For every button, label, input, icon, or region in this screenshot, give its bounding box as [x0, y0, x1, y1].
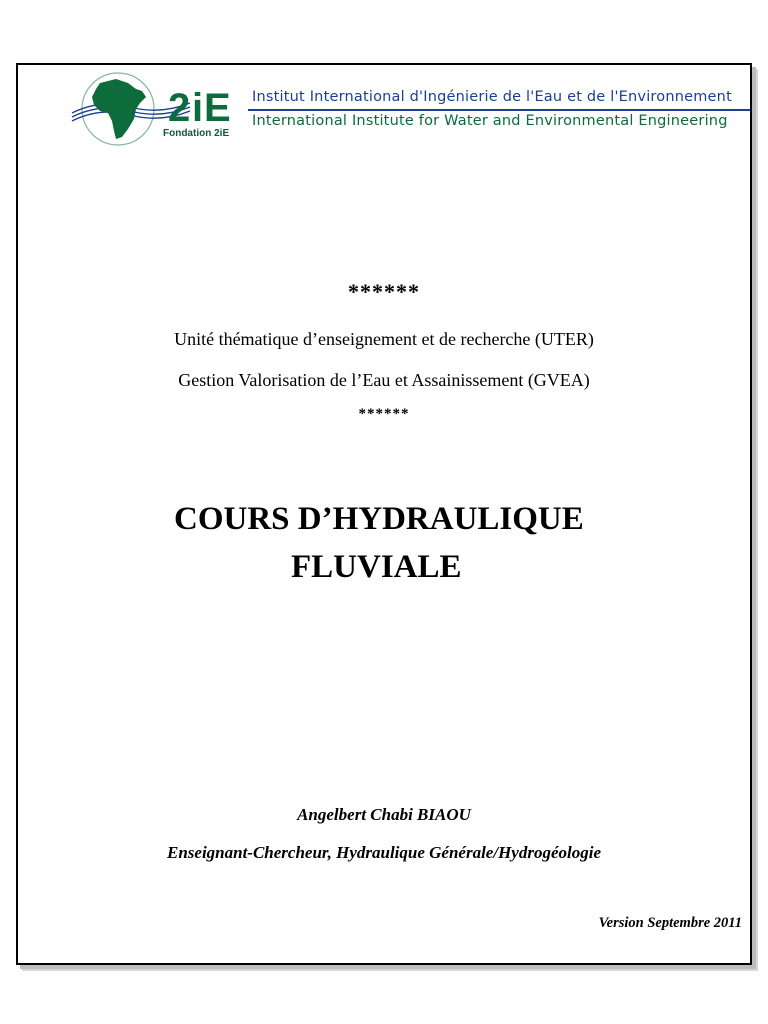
course-title-line-2: FLUVIALE: [291, 549, 462, 585]
svg-text:E: E: [204, 86, 231, 130]
version-label: Version Septembre 2011: [598, 915, 742, 931]
document-page: [16, 63, 752, 965]
header: [70, 69, 752, 149]
fondation-label: Fondation 2iE: [163, 128, 230, 139]
author-role: Enseignant-Chercheur, Hydraulique Générale/Hydrogéologie: [167, 843, 601, 862]
institute-name-english: International Institute for Water and Environmental Engineering: [252, 113, 728, 129]
institute-name-french: Institut International d'Ingénierie de l'Eau et de l'Environnement: [252, 89, 732, 105]
uter-line: Unité thématique d’enseignement et de recherche (UTER): [174, 329, 594, 349]
svg-text:i: i: [192, 86, 204, 130]
svg-text:2: 2: [168, 86, 191, 130]
header-divider: [248, 109, 752, 111]
gvea-line: Gestion Valorisation de l’Eau et Assainissement (GVEA): [178, 370, 590, 390]
separator-stars-top: ******: [348, 279, 420, 304]
separator-stars-bottom: ******: [358, 406, 410, 422]
course-title-line-1: COURS D’HYDRAULIQUE: [174, 501, 584, 537]
author-name: Angelbert Chabi BIAOU: [297, 805, 471, 824]
